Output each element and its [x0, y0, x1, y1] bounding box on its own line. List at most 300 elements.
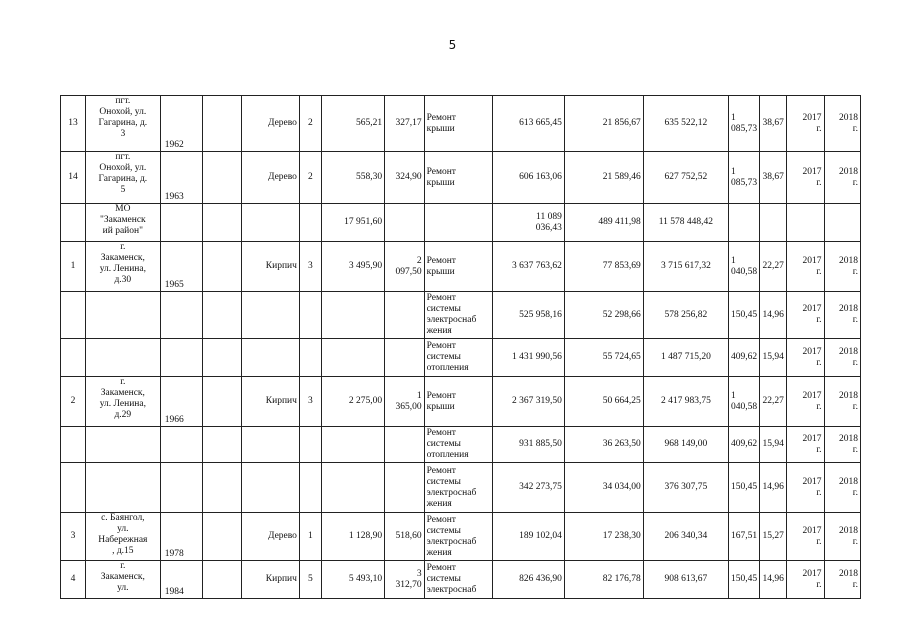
- cell-unit-cost: [728, 463, 759, 513]
- cell-line: г.: [816, 487, 822, 498]
- cell-living-area: 324,90: [385, 152, 424, 204]
- cell-line: г.: [852, 177, 858, 188]
- cell-material: Кирпич: [241, 242, 299, 292]
- cell-year: [160, 204, 203, 242]
- cell-line: Ремонт: [426, 166, 456, 177]
- cell-line: г.: [120, 377, 126, 387]
- cell-area: 565,21: [321, 96, 384, 152]
- cell-line: 097,50: [395, 266, 422, 277]
- cell-area: 3 495,90: [321, 242, 384, 292]
- cell-blank: [203, 152, 241, 204]
- cell-living-area: 518,60: [385, 513, 424, 561]
- cell-end-year: [824, 96, 860, 152]
- cell-line: электроснаб: [426, 585, 477, 595]
- cell-number: 13: [61, 96, 86, 152]
- cell-line: Ремонт: [426, 428, 456, 438]
- cell-line: 2017: [802, 476, 822, 487]
- cell-blank: [203, 427, 241, 463]
- cell-line: жения: [426, 326, 452, 336]
- cell-line: 167,51: [730, 531, 758, 541]
- cell-address: [85, 292, 160, 339]
- cell-line: 2017: [802, 346, 822, 357]
- cell-line: крыши: [426, 401, 455, 412]
- cell-start-year: [787, 561, 824, 599]
- cell-cost-extra: 21 589,46: [564, 152, 643, 204]
- cell-work-type: [424, 96, 493, 152]
- cell-end-year: [824, 377, 860, 427]
- cell-line: 2017: [802, 166, 822, 177]
- cell-address: [85, 513, 160, 561]
- cell-unit-cost: [728, 204, 759, 242]
- cell-line: г.: [120, 242, 126, 252]
- cell-line: системы: [426, 574, 461, 584]
- cell-work-type: [424, 561, 493, 599]
- cell-cost-extra: 52 298,66: [564, 292, 643, 339]
- cell-line: ий район": [102, 226, 143, 236]
- cell-material: Дерево: [241, 152, 299, 204]
- cell-start-year: [787, 242, 824, 292]
- cell-line: 525 958,16: [519, 309, 562, 320]
- cell-line: Ремонт: [426, 514, 456, 525]
- cell-percent: 14,96: [760, 561, 787, 599]
- cell-material: Кирпич: [241, 377, 299, 427]
- cell-area: [321, 427, 384, 463]
- cell-line: ул.: [117, 524, 129, 534]
- cell-end-year: [824, 292, 860, 339]
- cell-year: 1965: [160, 242, 203, 292]
- cell-address: [85, 152, 160, 204]
- cell-material: [241, 463, 299, 513]
- cell-line: 2018: [839, 346, 858, 357]
- cell-floors: 1: [299, 513, 321, 561]
- cell-line: 2018: [839, 112, 858, 123]
- cell-floors: [299, 292, 321, 339]
- cell-line: Гагарина, д.: [98, 118, 148, 128]
- cell-work-type: [424, 513, 493, 561]
- cell-line: электроснаб: [426, 536, 477, 547]
- cell-year: [160, 292, 203, 339]
- cell-line: системы: [426, 352, 461, 362]
- cell-line: 409,62: [730, 352, 758, 362]
- table-row: [61, 561, 861, 599]
- cell-living-area: [385, 463, 424, 513]
- cell-year: [160, 463, 203, 513]
- cell-end-year: [824, 427, 860, 463]
- cell-line: системы: [426, 439, 461, 449]
- cell-line: г.: [816, 123, 822, 134]
- cell-line: 2017: [802, 255, 822, 266]
- cell-start-year: [787, 152, 824, 204]
- cell-total: 627 752,52: [643, 152, 728, 204]
- cell-line: 606 163,06: [519, 172, 562, 182]
- cell-living-area: [385, 339, 424, 377]
- cell-address: [85, 561, 160, 599]
- cell-line: 931 885,50: [519, 439, 562, 449]
- cell-line: г.: [852, 266, 858, 277]
- cell-line: Ремонт: [426, 390, 456, 401]
- cell-end-year: [824, 339, 860, 377]
- cell-start-year: [787, 204, 824, 242]
- cell-cost-extra: 21 856,67: [564, 96, 643, 152]
- cell-area: 2 275,00: [321, 377, 384, 427]
- cell-line: отопления: [426, 450, 469, 460]
- cell-line: 11 089: [536, 211, 562, 222]
- table-row: [61, 463, 861, 513]
- cell-end-year: [824, 463, 860, 513]
- cell-line: 613 665,45: [519, 118, 562, 128]
- cell-line: 2018: [839, 525, 858, 536]
- cell-line: электроснаб: [426, 315, 477, 325]
- cell-floors: [299, 427, 321, 463]
- table-row: [61, 242, 861, 292]
- cell-unit-cost: [728, 339, 759, 377]
- cell-line: отопления: [426, 363, 469, 373]
- cell-cost: [493, 152, 565, 204]
- cell-line: 826 436,90: [519, 574, 562, 584]
- cell-number: [61, 292, 86, 339]
- cell-line: г.: [852, 444, 858, 455]
- cell-living-area: [385, 427, 424, 463]
- cell-line: ул. Ленина,: [99, 399, 146, 409]
- cell-line: Ремонт: [426, 341, 456, 351]
- cell-cost-extra: 50 664,25: [564, 377, 643, 427]
- cell-line: 085,73: [730, 123, 758, 134]
- cell-total: 635 522,12: [643, 96, 728, 152]
- cell-work-type: [424, 242, 493, 292]
- cell-work-type: [424, 377, 493, 427]
- cell-area: [321, 339, 384, 377]
- cell-year: [160, 339, 203, 377]
- cell-number: [61, 427, 86, 463]
- cell-address: [85, 427, 160, 463]
- cell-total: 578 256,82: [643, 292, 728, 339]
- cell-start-year: [787, 292, 824, 339]
- table-row: [61, 339, 861, 377]
- cell-line: 036,43: [535, 222, 562, 233]
- cell-total: 206 340,34: [643, 513, 728, 561]
- cell-cost-extra: 36 263,50: [564, 427, 643, 463]
- cell-cost-extra: 55 724,65: [564, 339, 643, 377]
- cell-blank: [203, 96, 241, 152]
- cell-year: 1966: [160, 377, 203, 427]
- cell-percent: 15,27: [760, 513, 787, 561]
- cell-cost: [493, 513, 565, 561]
- cell-address: [85, 339, 160, 377]
- cell-number: 4: [61, 561, 86, 599]
- cell-unit-cost: [728, 513, 759, 561]
- cell-end-year: [824, 561, 860, 599]
- cell-unit-cost: [728, 242, 759, 292]
- cell-line: 1: [730, 255, 736, 266]
- cell-work-type: [424, 152, 493, 204]
- cell-number: 2: [61, 377, 86, 427]
- cell-blank: [203, 339, 241, 377]
- cell-material: Кирпич: [241, 561, 299, 599]
- cell-total: 908 613,67: [643, 561, 728, 599]
- cell-line: г.: [816, 357, 822, 368]
- table-row: [61, 152, 861, 204]
- cell-end-year: [824, 513, 860, 561]
- cell-cost: [493, 463, 565, 513]
- cell-area: 1 128,90: [321, 513, 384, 561]
- cell-blank: [203, 292, 241, 339]
- cell-floors: 3: [299, 377, 321, 427]
- cell-cost-extra: 82 176,78: [564, 561, 643, 599]
- cell-line: 150,45: [730, 482, 758, 492]
- cell-line: электроснаб: [426, 487, 477, 498]
- cell-line: 085,73: [730, 177, 758, 188]
- cell-line: г.: [852, 123, 858, 134]
- cell-line: Ремонт: [426, 465, 456, 476]
- cell-address: [85, 377, 160, 427]
- cell-line: 2: [416, 255, 422, 266]
- cell-line: ул. Ленина,: [99, 264, 146, 274]
- cell-work-type: [424, 292, 493, 339]
- cell-year: 1963: [160, 152, 203, 204]
- cell-cost-extra: 17 238,30: [564, 513, 643, 561]
- cell-work-type: [424, 339, 493, 377]
- cell-line: 365,00: [395, 401, 422, 412]
- cell-line: Закаменск,: [100, 253, 145, 263]
- cell-line: г.: [852, 536, 858, 547]
- cell-cost-extra: 34 034,00: [564, 463, 643, 513]
- cell-line: Ремонт: [426, 255, 456, 266]
- cell-living-area: [385, 204, 424, 242]
- cell-blank: [203, 561, 241, 599]
- cell-percent: 14,96: [760, 463, 787, 513]
- cell-blank: [203, 513, 241, 561]
- cell-line: жения: [426, 547, 452, 558]
- cell-line: Закаменск,: [100, 572, 145, 582]
- cell-end-year: [824, 242, 860, 292]
- cell-blank: [203, 204, 241, 242]
- cell-cost: [493, 339, 565, 377]
- cell-line: 2018: [839, 433, 858, 444]
- cell-total: 2 417 983,75: [643, 377, 728, 427]
- table-row: [61, 377, 861, 427]
- cell-area: 558,30: [321, 152, 384, 204]
- cell-line: жения: [426, 498, 452, 509]
- cell-area: [321, 292, 384, 339]
- cell-start-year: [787, 427, 824, 463]
- cell-line: г.: [816, 315, 822, 325]
- cell-unit-cost: [728, 377, 759, 427]
- cell-line: 2017: [802, 304, 822, 314]
- cell-line: Закаменск,: [100, 388, 145, 398]
- cell-floors: 2: [299, 152, 321, 204]
- cell-line: г.: [852, 315, 858, 325]
- cell-line: 2018: [839, 568, 858, 579]
- cell-number: [61, 339, 86, 377]
- cell-line: 1: [416, 390, 422, 401]
- cell-floors: 5: [299, 561, 321, 599]
- cell-area: [321, 463, 384, 513]
- cell-line: пгт.: [115, 152, 131, 162]
- cell-line: 1: [730, 112, 736, 123]
- cell-number: [61, 204, 86, 242]
- cell-material: [241, 427, 299, 463]
- cell-line: г.: [852, 357, 858, 368]
- cell-cost: [493, 96, 565, 152]
- cell-cost: [493, 561, 565, 599]
- table-row: [61, 427, 861, 463]
- cell-cost: [493, 427, 565, 463]
- repair-program-table: [60, 95, 861, 599]
- cell-line: г.: [852, 487, 858, 498]
- cell-line: с. Баянгол,: [101, 513, 145, 523]
- cell-line: г.: [816, 444, 822, 455]
- cell-line: 2017: [802, 525, 822, 536]
- cell-total: 376 307,75: [643, 463, 728, 513]
- cell-line: 1 431 990,56: [511, 352, 562, 362]
- cell-line: г.: [816, 401, 822, 412]
- cell-line: Ремонт: [426, 112, 456, 123]
- cell-line: 1: [730, 390, 736, 401]
- table-body: [61, 96, 861, 599]
- cell-work-type: [424, 427, 493, 463]
- cell-year: 1962: [160, 96, 203, 152]
- cell-line: г.: [816, 536, 822, 547]
- cell-line: , д.15: [112, 546, 134, 556]
- cell-start-year: [787, 96, 824, 152]
- table-row: [61, 204, 861, 242]
- cell-line: 150,45: [730, 309, 758, 320]
- cell-address: [85, 204, 160, 242]
- cell-living-area: 327,17: [385, 96, 424, 152]
- cell-line: 2018: [839, 255, 858, 266]
- cell-line: 2018: [839, 166, 858, 177]
- page-number: 5: [448, 38, 457, 52]
- cell-end-year: [824, 152, 860, 204]
- cell-unit-cost: [728, 152, 759, 204]
- cell-line: 2 367 319,50: [511, 396, 562, 406]
- cell-number: 14: [61, 152, 86, 204]
- table-row: [61, 96, 861, 152]
- cell-line: 2017: [802, 390, 822, 401]
- cell-line: г.: [852, 579, 858, 590]
- cell-unit-cost: [728, 427, 759, 463]
- cell-line: д.30: [114, 275, 132, 285]
- cell-total: 968 149,00: [643, 427, 728, 463]
- cell-line: МО: [115, 204, 131, 214]
- cell-material: [241, 339, 299, 377]
- cell-line: пгт.: [115, 96, 131, 106]
- cell-material: [241, 204, 299, 242]
- cell-line: Набережная: [98, 535, 148, 545]
- cell-blank: [203, 242, 241, 292]
- cell-work-type: [424, 204, 493, 242]
- cell-start-year: [787, 339, 824, 377]
- cell-line: "Закаменск: [99, 215, 146, 225]
- cell-line: г.: [852, 401, 858, 412]
- cell-line: 150,45: [730, 574, 758, 584]
- cell-line: ул.: [117, 583, 129, 593]
- cell-percent: 22,27: [760, 377, 787, 427]
- cell-address: [85, 242, 160, 292]
- cell-address: [85, 463, 160, 513]
- cell-unit-cost: [728, 292, 759, 339]
- cell-area: 17 951,60: [321, 204, 384, 242]
- cell-line: г.: [816, 579, 822, 590]
- table-row: [61, 292, 861, 339]
- cell-line: 342 273,75: [519, 482, 562, 492]
- cell-line: 2018: [839, 304, 858, 314]
- cell-material: Дерево: [241, 513, 299, 561]
- cell-living-area: [385, 292, 424, 339]
- cell-percent: 22,27: [760, 242, 787, 292]
- cell-unit-cost: [728, 96, 759, 152]
- cell-line: 409,62: [730, 439, 758, 449]
- cell-start-year: [787, 463, 824, 513]
- cell-cost: [493, 204, 565, 242]
- cell-line: Онохой, ул.: [99, 163, 147, 173]
- cell-percent: 38,67: [760, 152, 787, 204]
- cell-percent: 15,94: [760, 339, 787, 377]
- cell-percent: 14,96: [760, 292, 787, 339]
- cell-year: [160, 427, 203, 463]
- cell-line: крыши: [426, 266, 455, 277]
- cell-unit-cost: [728, 561, 759, 599]
- cell-blank: [203, 463, 241, 513]
- cell-line: 040,58: [730, 266, 758, 277]
- cell-line: 189 102,04: [519, 531, 562, 541]
- cell-total: 11 578 448,42: [643, 204, 728, 242]
- cell-start-year: [787, 513, 824, 561]
- cell-line: д.29: [114, 410, 132, 420]
- cell-floors: [299, 463, 321, 513]
- cell-number: [61, 463, 86, 513]
- cell-line: 3: [416, 568, 422, 579]
- cell-line: Гагарина, д.: [98, 174, 148, 184]
- cell-cost: [493, 292, 565, 339]
- cell-end-year: [824, 204, 860, 242]
- cell-line: г.: [816, 266, 822, 277]
- cell-line: 1: [730, 166, 736, 177]
- cell-cost-extra: 77 853,69: [564, 242, 643, 292]
- cell-living-area: [385, 242, 424, 292]
- cell-cost: [493, 242, 565, 292]
- cell-number: 1: [61, 242, 86, 292]
- cell-floors: 2: [299, 96, 321, 152]
- cell-floors: 3: [299, 242, 321, 292]
- cell-line: 2017: [802, 433, 822, 444]
- cell-material: [241, 292, 299, 339]
- cell-year: 1984: [160, 561, 203, 599]
- cell-line: крыши: [426, 177, 455, 188]
- cell-work-type: [424, 463, 493, 513]
- cell-living-area: [385, 561, 424, 599]
- cell-line: системы: [426, 476, 461, 487]
- cell-floors: [299, 339, 321, 377]
- cell-number: 3: [61, 513, 86, 561]
- cell-percent: 15,94: [760, 427, 787, 463]
- cell-line: Ремонт: [426, 563, 456, 573]
- cell-line: 5: [120, 185, 126, 195]
- cell-address: [85, 96, 160, 152]
- cell-total: 3 715 617,32: [643, 242, 728, 292]
- cell-area: 5 493,10: [321, 561, 384, 599]
- cell-line: 3: [120, 129, 126, 139]
- cell-line: 2017: [802, 568, 822, 579]
- cell-line: г.: [120, 561, 126, 571]
- cell-line: Онохой, ул.: [99, 107, 147, 117]
- cell-line: Ремонт: [426, 293, 456, 303]
- cell-line: 2018: [839, 476, 858, 487]
- cell-line: системы: [426, 525, 461, 536]
- cell-line: 3 637 763,62: [511, 261, 562, 271]
- cell-material: Дерево: [241, 96, 299, 152]
- cell-percent: 38,67: [760, 96, 787, 152]
